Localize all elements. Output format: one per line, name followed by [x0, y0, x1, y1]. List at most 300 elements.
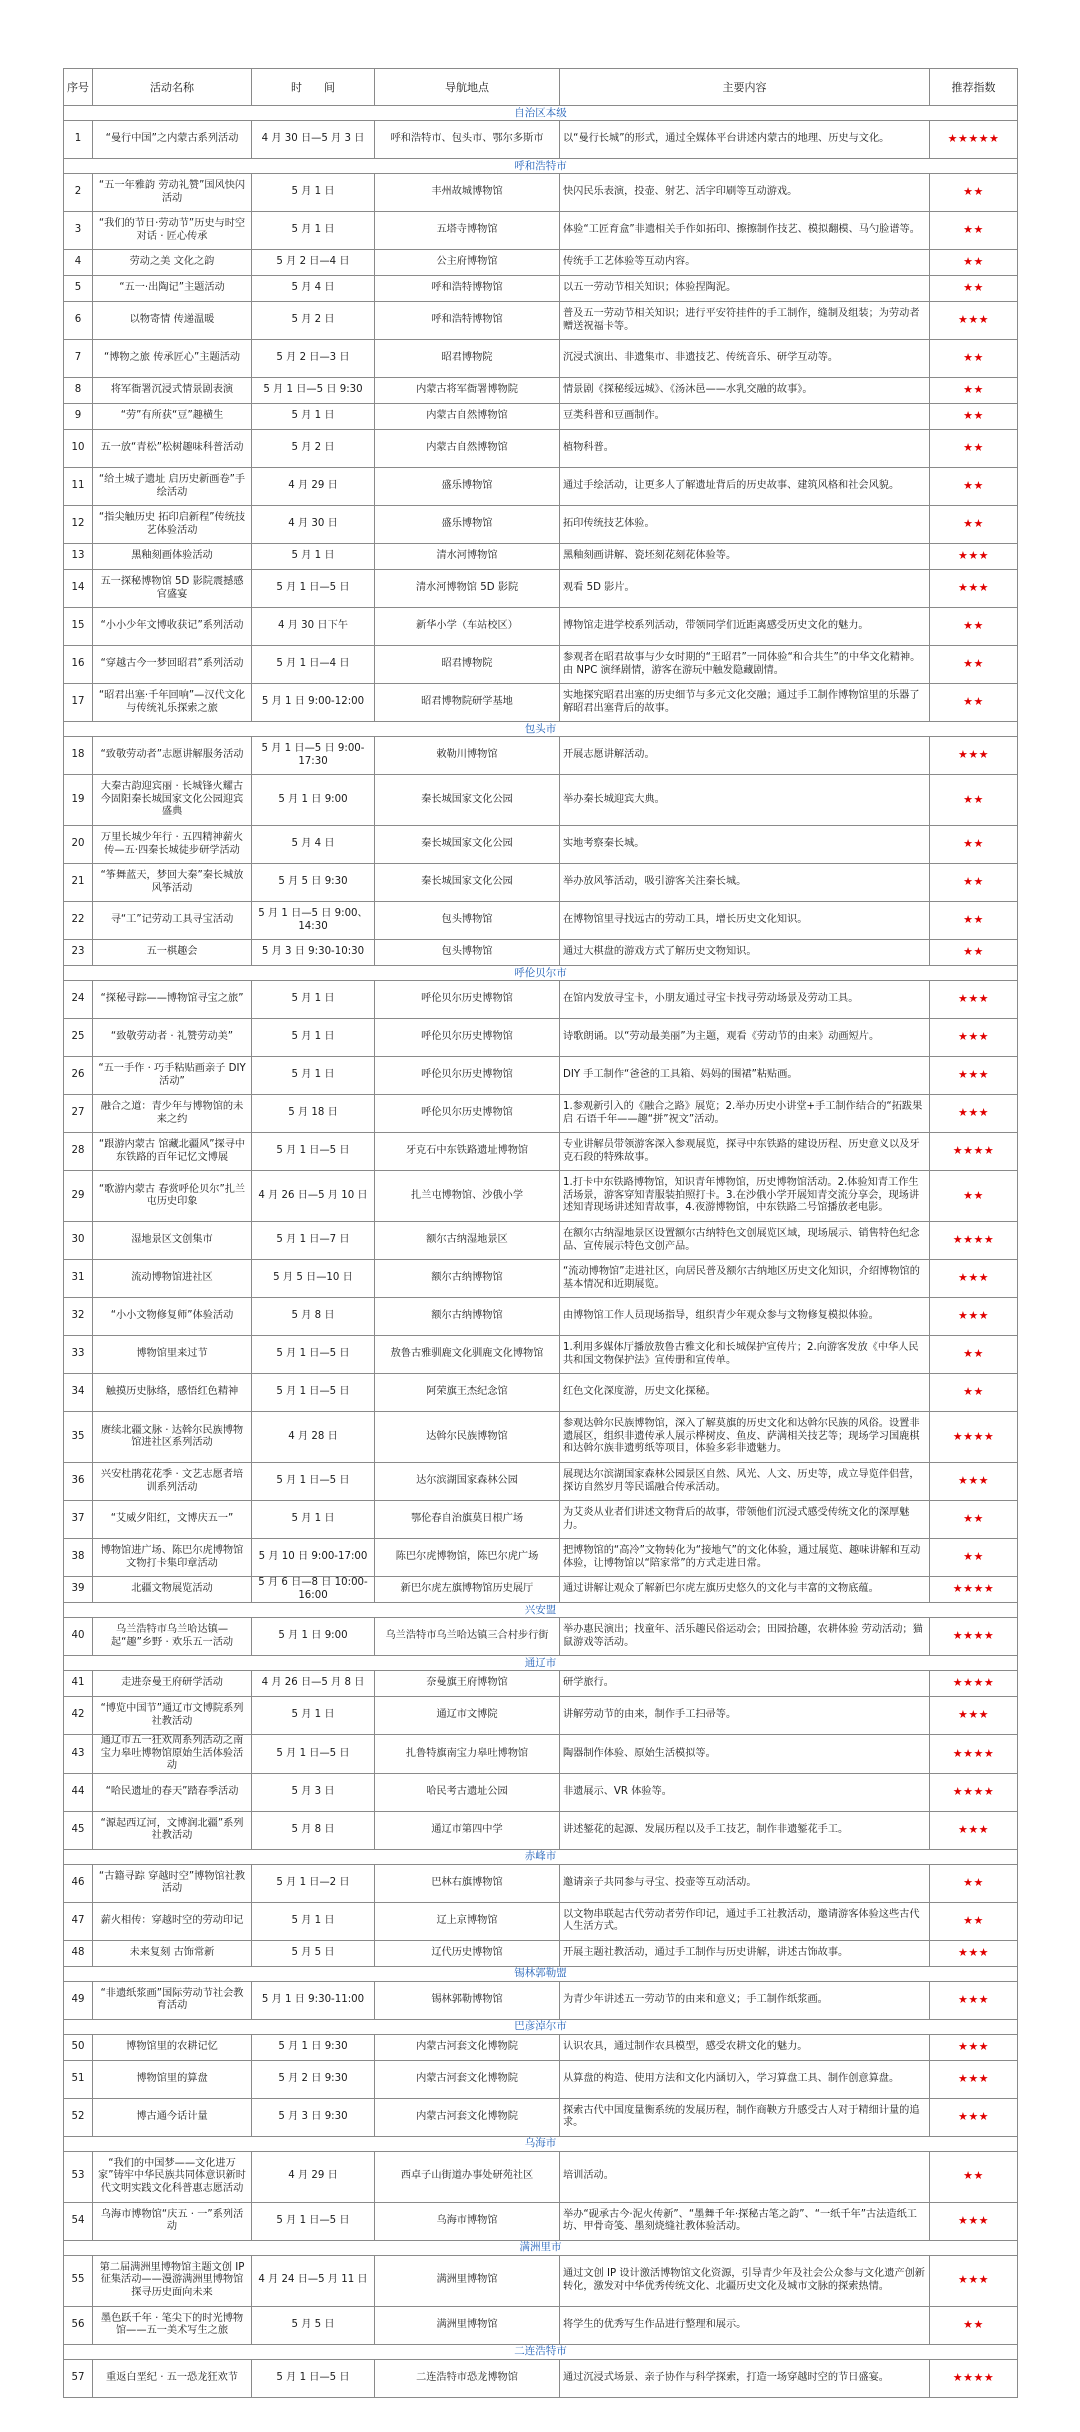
- cell-place: 额尔古纳博物馆: [375, 1298, 560, 1336]
- cell-time: 5 月 1 日—5 日: [252, 570, 375, 608]
- cell-no: 22: [64, 902, 93, 940]
- cell-place: 五塔寺博物馆: [375, 212, 560, 250]
- cell-content: 由博物馆工作人员现场指导，组织青少年观众参与文物修复模拟体验。: [560, 1298, 930, 1336]
- cell-no: 30: [64, 1222, 93, 1260]
- cell-content: 讲述錾花的起源、发展历程以及手工技艺，制作非遗錾花手工。: [560, 1811, 930, 1849]
- cell-content: 培训活动。: [560, 2151, 930, 2202]
- cell-stars: ★★: [930, 212, 1018, 250]
- cell-name: “五一·出陶记”主题活动: [93, 276, 252, 302]
- cell-name: 流动博物馆进社区: [93, 1260, 252, 1298]
- table-row: [64, 276, 1018, 302]
- cell-time: 5 月 2 日—3 日: [252, 340, 375, 378]
- region-name: 通辽市: [64, 1656, 1018, 1671]
- cell-no: 26: [64, 1057, 93, 1095]
- table-row: [64, 1864, 1018, 1902]
- table-row: [64, 1260, 1018, 1298]
- cell-name: 五一棋趣会: [93, 940, 252, 966]
- cell-content: 植物科普。: [560, 430, 930, 468]
- cell-name: 重返白垩纪 · 五一恐龙狂欢节: [93, 2359, 252, 2397]
- cell-content: 开展志愿讲解活动。: [560, 737, 930, 775]
- cell-content: 非遗展示、VR 体验等。: [560, 1773, 930, 1811]
- cell-name: 博物馆里来过节: [93, 1336, 252, 1374]
- region-row: [64, 2136, 1018, 2151]
- region-row: [64, 159, 1018, 174]
- cell-place: 盛乐博物馆: [375, 506, 560, 544]
- cell-stars: ★★: [930, 174, 1018, 212]
- header-stars: 推荐指数: [930, 69, 1018, 106]
- cell-time: 5 月 1 日: [252, 404, 375, 430]
- cell-content: 邀请亲子共同参与寻宝、投壶等互动活动。: [560, 1864, 930, 1902]
- cell-stars: ★★: [930, 826, 1018, 864]
- cell-time: 4 月 28 日: [252, 1412, 375, 1463]
- table-row: [64, 2202, 1018, 2240]
- cell-content: 为艾炎从业者们讲述文物背后的故事，带领他们沉浸式感受传统文化的深厚魅力。: [560, 1501, 930, 1539]
- cell-name: “致敬劳动者 · 礼赞劳动美”: [93, 1019, 252, 1057]
- cell-no: 51: [64, 2060, 93, 2098]
- cell-content: 举办秦长城迎宾大典。: [560, 775, 930, 826]
- cell-content: 红色文化深度游，历史文化探秘。: [560, 1374, 930, 1412]
- cell-no: 4: [64, 250, 93, 276]
- cell-place: 新华小学（车站校区）: [375, 608, 560, 646]
- table-row: [64, 1671, 1018, 1697]
- cell-content: 情景剧《探秘绥远城》、《汤沐邑——水乳交融的故事》。: [560, 378, 930, 404]
- cell-time: 5 月 2 日 9:30: [252, 2060, 375, 2098]
- table-row: [64, 1618, 1018, 1656]
- cell-content: 体验“工匠育盒”非遗相关手作如拓印、擦擦制作技艺、模拟翻模、马勺脸谱等。: [560, 212, 930, 250]
- cell-content: 以文物串联起古代劳动者劳作印记，通过手工社教活动，邀请游客体验这些古代人生活方式。: [560, 1902, 930, 1940]
- cell-time: 5 月 1 日: [252, 1697, 375, 1735]
- cell-no: 29: [64, 1171, 93, 1222]
- table-row: [64, 250, 1018, 276]
- cell-no: 57: [64, 2359, 93, 2397]
- cell-stars: ★★★★: [930, 1412, 1018, 1463]
- region-name: 呼和浩特市: [64, 159, 1018, 174]
- cell-content: 1.参观新引入的《融合之路》展览；2.举办历史小讲堂+手工制作结合的“拓跋果启 石语千年——趣“拼”祝文”活动。: [560, 1095, 930, 1133]
- cell-name: “哈民遗址的春天”踏春季活动: [93, 1773, 252, 1811]
- cell-content: 以“曼行长城”的形式，通过全媒体平台讲述内蒙古的地理、历史与文化。: [560, 121, 930, 159]
- cell-name: “小小少年文博收获记”系列活动: [93, 608, 252, 646]
- cell-name: “五一手作 · 巧手粘贴画亲子 DIY 活动”: [93, 1057, 252, 1095]
- table-body: [64, 106, 1018, 2398]
- region-row: [64, 1966, 1018, 1981]
- region-row: [64, 2344, 1018, 2359]
- cell-no: 46: [64, 1864, 93, 1902]
- cell-content: 拓印传统技艺体验。: [560, 506, 930, 544]
- cell-content: 沉浸式演出、非遗集市、非遗技艺、传统音乐、研学互动等。: [560, 340, 930, 378]
- region-row: [64, 106, 1018, 121]
- cell-name: 赓续北疆文脉 · 达斡尔民族博物馆进社区系列活动: [93, 1412, 252, 1463]
- region-name: 兴安盟: [64, 1603, 1018, 1618]
- cell-content: 黑釉刻画讲解、瓷坯刻花刻花体验等。: [560, 544, 930, 570]
- cell-place: 锡林郭勒博物馆: [375, 1981, 560, 2019]
- cell-time: 4 月 30 日下午: [252, 608, 375, 646]
- table-row: [64, 2034, 1018, 2060]
- cell-time: 5 月 2 日—4 日: [252, 250, 375, 276]
- cell-no: 27: [64, 1095, 93, 1133]
- table-row: [64, 826, 1018, 864]
- cell-name: “致敬劳动者”志愿讲解服务活动: [93, 737, 252, 775]
- cell-stars: ★★: [930, 1501, 1018, 1539]
- table-row: [64, 2151, 1018, 2202]
- cell-no: 40: [64, 1618, 93, 1656]
- cell-name: 大秦古韵迎宾丽 · 长城锋火耀古今固阳秦长城国家文化公园迎宾盛典: [93, 775, 252, 826]
- cell-place: 盛乐博物馆: [375, 468, 560, 506]
- cell-name: 万里长城少年行 · 五四精神薪火传—五·四秦长城徒步研学活动: [93, 826, 252, 864]
- region-row: [64, 1849, 1018, 1864]
- region-name: 巴彦淖尔市: [64, 2019, 1018, 2034]
- table-row: [64, 404, 1018, 430]
- table-row: [64, 1171, 1018, 1222]
- cell-no: 17: [64, 684, 93, 722]
- cell-content: 1.打卡中东铁路博物馆，知识青年博物馆，历史博物馆活动。2.体验知青工作生活场景，游客穿知青服装拍照打卡。3.在沙俄小学开展知青交流分享会，现场讲述知青现场讲述知青故事，4.夜游博物馆，中东铁路二号馆播放老电影。: [560, 1171, 930, 1222]
- cell-stars: ★★: [930, 646, 1018, 684]
- cell-place: 巴林右旗博物馆: [375, 1864, 560, 1902]
- cell-name: “曼行中国”之内蒙古系列活动: [93, 121, 252, 159]
- cell-time: 4 月 30 日: [252, 506, 375, 544]
- cell-no: 13: [64, 544, 93, 570]
- cell-content: 在馆内发放寻宝卡，小朋友通过寻宝卡找寻劳动场景及劳动工具。: [560, 981, 930, 1019]
- table-row: [64, 1577, 1018, 1603]
- table-row: [64, 2098, 1018, 2136]
- cell-time: 5 月 1 日: [252, 212, 375, 250]
- cell-place: 鄂伦春自治旗莫日根广场: [375, 1501, 560, 1539]
- cell-name: “指尖触历史 拓印启新程”传统技艺体验活动: [93, 506, 252, 544]
- table-row: [64, 2306, 1018, 2344]
- cell-name: “非遗纸浆画”国际劳动节社会教育活动: [93, 1981, 252, 2019]
- cell-stars: ★★: [930, 1864, 1018, 1902]
- table-row: [64, 902, 1018, 940]
- cell-stars: ★★: [930, 468, 1018, 506]
- cell-stars: ★★: [930, 2151, 1018, 2202]
- cell-place: 秦长城国家文化公园: [375, 775, 560, 826]
- cell-place: 二连浩特市恐龙博物馆: [375, 2359, 560, 2397]
- cell-no: 54: [64, 2202, 93, 2240]
- cell-place: 内蒙古河套文化博物院: [375, 2098, 560, 2136]
- cell-stars: ★★★: [930, 1057, 1018, 1095]
- cell-name: “昭君出塞·千年回响”—汉代文化与传统礼乐探索之旅: [93, 684, 252, 722]
- table-row: [64, 608, 1018, 646]
- table-row: [64, 684, 1018, 722]
- cell-content: 参观达斡尔民族博物馆，深入了解莫旗的历史文化和达斡尔民族的风俗。设置非遗展区，组织非遗传承人展示桦树皮、鱼皮、萨满相关技艺等；现场学习国鹿棋和达斡尔族非遗剪纸等项目，体验多彩非遗魅力。: [560, 1412, 930, 1463]
- cell-no: 42: [64, 1697, 93, 1735]
- cell-no: 41: [64, 1671, 93, 1697]
- region-row: [64, 2240, 1018, 2255]
- cell-stars: ★★: [930, 506, 1018, 544]
- cell-content: 观看 5D 影片。: [560, 570, 930, 608]
- cell-no: 15: [64, 608, 93, 646]
- cell-content: 以五一劳动节相关知识；体验捏陶泥。: [560, 276, 930, 302]
- cell-name: 走进奈曼王府研学活动: [93, 1671, 252, 1697]
- cell-name: 乌兰浩特市乌兰哈达镇—起“趣”乡野 · 欢乐五一活动: [93, 1618, 252, 1656]
- cell-stars: ★★: [930, 1374, 1018, 1412]
- cell-no: 21: [64, 864, 93, 902]
- table-row: [64, 2060, 1018, 2098]
- cell-place: 扎鲁特旗南宝力皋吐博物馆: [375, 1735, 560, 1774]
- cell-no: 8: [64, 378, 93, 404]
- cell-no: 55: [64, 2255, 93, 2306]
- cell-no: 31: [64, 1260, 93, 1298]
- cell-place: 呼和浩特博物馆: [375, 276, 560, 302]
- cell-place: 呼和浩特市、包头市、鄂尔多斯市: [375, 121, 560, 159]
- cell-name: “我们的节日·劳动节”历史与时空对话 · 匠心传承: [93, 212, 252, 250]
- cell-stars: ★★★: [930, 1697, 1018, 1735]
- cell-name: “探秘寻踪——博物馆寻宝之旅”: [93, 981, 252, 1019]
- cell-stars: ★★★: [930, 1463, 1018, 1501]
- cell-time: 5 月 1 日—5 日 9:30: [252, 378, 375, 404]
- cell-time: 5 月 1 日 9:00-12:00: [252, 684, 375, 722]
- cell-stars: ★★★: [930, 1260, 1018, 1298]
- region-name: 呼伦贝尔市: [64, 966, 1018, 981]
- cell-no: 47: [64, 1902, 93, 1940]
- cell-no: 24: [64, 981, 93, 1019]
- cell-place: 西卓子山街道办事处研苑社区: [375, 2151, 560, 2202]
- header-name: 活动名称: [93, 69, 252, 106]
- table-row: [64, 1811, 1018, 1849]
- cell-no: 44: [64, 1773, 93, 1811]
- cell-time: 5 月 1 日: [252, 1501, 375, 1539]
- cell-place: 呼伦贝尔历史博物馆: [375, 1057, 560, 1095]
- cell-stars: ★★★: [930, 981, 1018, 1019]
- cell-place: 内蒙古河套文化博物院: [375, 2060, 560, 2098]
- cell-name: “跟游内蒙古 馆藏北疆风”探寻中东铁路的百年记忆文博展: [93, 1133, 252, 1171]
- cell-time: 5 月 1 日: [252, 1057, 375, 1095]
- cell-place: 哈民考古遗址公园: [375, 1773, 560, 1811]
- table-row: [64, 121, 1018, 159]
- activity-table-sheet: [63, 68, 1017, 2398]
- cell-stars: ★★: [930, 250, 1018, 276]
- cell-stars: ★★★★: [930, 1735, 1018, 1774]
- cell-no: 25: [64, 1019, 93, 1057]
- cell-content: “流动博物馆”走进社区，向居民普及额尔古纳地区历史文化知识，介绍博物馆的基本情况和近期展览。: [560, 1260, 930, 1298]
- cell-no: 33: [64, 1336, 93, 1374]
- cell-stars: ★★★★: [930, 1133, 1018, 1171]
- cell-stars: ★★★★★: [930, 121, 1018, 159]
- cell-name: 五一放“青松”松树趣味科普活动: [93, 430, 252, 468]
- cell-name: “劳”有所获“豆”趣横生: [93, 404, 252, 430]
- cell-stars: ★★: [930, 940, 1018, 966]
- table-row: [64, 1374, 1018, 1412]
- cell-place: 满洲里博物馆: [375, 2306, 560, 2344]
- cell-time: 5 月 1 日 9:30: [252, 2034, 375, 2060]
- cell-content: 陶器制作体验、原始生活模拟等。: [560, 1735, 930, 1774]
- cell-no: 50: [64, 2034, 93, 2060]
- cell-stars: ★★★: [930, 1019, 1018, 1057]
- cell-no: 19: [64, 775, 93, 826]
- cell-place: 昭君博物院: [375, 340, 560, 378]
- cell-name: 未来复刻 古饰常新: [93, 1940, 252, 1966]
- table-row: [64, 340, 1018, 378]
- cell-time: 5 月 1 日 9:00: [252, 775, 375, 826]
- table-row: [64, 940, 1018, 966]
- cell-stars: ★★: [930, 340, 1018, 378]
- cell-name: 寻“工”记劳动工具寻宝活动: [93, 902, 252, 940]
- cell-time: 4 月 29 日: [252, 468, 375, 506]
- cell-no: 52: [64, 2098, 93, 2136]
- table-row: [64, 1773, 1018, 1811]
- cell-time: 5 月 1 日—5 日: [252, 1374, 375, 1412]
- cell-time: 5 月 10 日 9:00-17:00: [252, 1539, 375, 1577]
- cell-place: 秦长城国家文化公园: [375, 826, 560, 864]
- cell-stars: ★★: [930, 1336, 1018, 1374]
- cell-time: 5 月 3 日: [252, 1773, 375, 1811]
- cell-place: 通辽市第四中学: [375, 1811, 560, 1849]
- cell-name: 博古通今话计量: [93, 2098, 252, 2136]
- cell-no: 16: [64, 646, 93, 684]
- cell-stars: ★★: [930, 902, 1018, 940]
- cell-stars: ★★★★: [930, 1671, 1018, 1697]
- cell-place: 昭君博物院: [375, 646, 560, 684]
- cell-time: 5 月 1 日 9:00: [252, 1618, 375, 1656]
- cell-name: 博物馆里的农耕记忆: [93, 2034, 252, 2060]
- cell-place: 满洲里博物馆: [375, 2255, 560, 2306]
- cell-stars: ★★★: [930, 737, 1018, 775]
- cell-name: 黑釉刻画体验活动: [93, 544, 252, 570]
- cell-name: 第二届满洲里博物馆主题文创 IP 征集活动——漫游满洲里博物馆 探寻历史面向未来: [93, 2255, 252, 2306]
- cell-time: 5 月 1 日: [252, 1019, 375, 1057]
- cell-no: 18: [64, 737, 93, 775]
- cell-time: 5 月 2 日: [252, 302, 375, 340]
- cell-no: 12: [64, 506, 93, 544]
- cell-content: 认识农具，通过制作农具模型，感受农耕文化的魅力。: [560, 2034, 930, 2060]
- table-row: [64, 1095, 1018, 1133]
- cell-no: 11: [64, 468, 93, 506]
- cell-no: 6: [64, 302, 93, 340]
- cell-content: 实地考察秦长城。: [560, 826, 930, 864]
- table-row: [64, 1501, 1018, 1539]
- cell-content: 把博物馆的“高冷”文物转化为“接地气”的文化体验，通过展览、趣味讲解和互动体验，让博物馆以“陪家常”的方式走进日常。: [560, 1539, 930, 1577]
- table-row: [64, 1463, 1018, 1501]
- cell-stars: ★★★: [930, 1940, 1018, 1966]
- cell-no: 37: [64, 1501, 93, 1539]
- cell-no: 34: [64, 1374, 93, 1412]
- region-name: 锡林郭勒盟: [64, 1966, 1018, 1981]
- cell-time: 5 月 4 日: [252, 276, 375, 302]
- cell-stars: ★★: [930, 608, 1018, 646]
- region-row: [64, 722, 1018, 737]
- cell-name: 博物馆进广场、陈巴尔虎博物馆文物打卡集印章活动: [93, 1539, 252, 1577]
- table-row: [64, 1298, 1018, 1336]
- cell-place: 通辽市文博院: [375, 1697, 560, 1735]
- cell-no: 1: [64, 121, 93, 159]
- cell-name: 将军衙署沉浸式情景剧表演: [93, 378, 252, 404]
- table-row: [64, 430, 1018, 468]
- cell-place: 陈巴尔虎博物馆，陈巴尔虎广场: [375, 1539, 560, 1577]
- cell-name: 五一探秘博物馆 5D 影院震撼感官盛宴: [93, 570, 252, 608]
- cell-name: “五一年雅韵 劳动礼赞”国风快闪活动: [93, 174, 252, 212]
- cell-time: 5 月 8 日: [252, 1811, 375, 1849]
- cell-content: 举办放风筝活动，吸引游客关注秦长城。: [560, 864, 930, 902]
- cell-time: 5 月 6 日—8 日 10:00-16:00: [252, 1577, 375, 1603]
- cell-place: 敕勒川博物馆: [375, 737, 560, 775]
- cell-stars: ★★: [930, 775, 1018, 826]
- cell-content: 博物馆走进学校系列活动，带领同学们近距离感受历史文化的魅力。: [560, 608, 930, 646]
- cell-no: 36: [64, 1463, 93, 1501]
- table-row: [64, 1019, 1018, 1057]
- cell-stars: ★★★★: [930, 1773, 1018, 1811]
- cell-time: 5 月 8 日: [252, 1298, 375, 1336]
- cell-name: 兴安杜鹃花花季 · 文艺志愿者培训系列活动: [93, 1463, 252, 1501]
- cell-content: 1.利用多媒体厅播放敖鲁古雅文化和长城保护宣传片；2.向游客发放《中华人民共和国文物保护法》宣传册和宣传单。: [560, 1336, 930, 1374]
- table-row: [64, 1735, 1018, 1774]
- cell-place: 乌海市博物馆: [375, 2202, 560, 2240]
- cell-stars: ★★: [930, 2306, 1018, 2344]
- cell-place: 公主府博物馆: [375, 250, 560, 276]
- cell-content: 参观者在昭君故事与少女时期的“王昭君”一同体验“和合共生”的中华文化精神。由 NPC 演绎剧情，游客在游玩中触发隐藏剧情。: [560, 646, 930, 684]
- cell-content: 通过手绘活动，让更多人了解遗址背后的历史故事、建筑风格和社会风貌。: [560, 468, 930, 506]
- cell-place: 辽上京博物馆: [375, 1902, 560, 1940]
- table-row: [64, 468, 1018, 506]
- cell-time: 5 月 1 日—5 日: [252, 1463, 375, 1501]
- cell-content: 在博物馆里寻找远古的劳动工具，增长历史文化知识。: [560, 902, 930, 940]
- cell-stars: ★★★: [930, 302, 1018, 340]
- cell-name: “博览中国节”通辽市文博院系列社教活动: [93, 1697, 252, 1735]
- cell-name: “源起西辽河，文博润北疆”系列社教活动: [93, 1811, 252, 1849]
- cell-name: “筝舞蓝天，梦回大秦”秦长城放风筝活动: [93, 864, 252, 902]
- activity-table: [63, 68, 1018, 2398]
- cell-name: “我们的中国梦——文化进万家”铸牢中华民族共同体意识新时代文明实践文化科普惠志愿活动: [93, 2151, 252, 2202]
- cell-time: 5 月 1 日—5 日: [252, 2359, 375, 2397]
- cell-no: 7: [64, 340, 93, 378]
- cell-time: 5 月 1 日—4 日: [252, 646, 375, 684]
- cell-stars: ★★★★: [930, 2359, 1018, 2397]
- cell-time: 4 月 30 日—5 月 3 日: [252, 121, 375, 159]
- cell-content: 在额尔古纳湿地景区设置额尔古纳特色文创展览区域，现场展示、销售特色纪念品、宣传展示特色文创产品。: [560, 1222, 930, 1260]
- table-row: [64, 1133, 1018, 1171]
- cell-no: 32: [64, 1298, 93, 1336]
- cell-stars: ★★★★: [930, 1618, 1018, 1656]
- cell-stars: ★★★: [930, 2098, 1018, 2136]
- cell-place: 敖鲁古雅驯鹿文化驯鹿文化博物馆: [375, 1336, 560, 1374]
- cell-stars: ★★★: [930, 2255, 1018, 2306]
- table-row: [64, 544, 1018, 570]
- table-row: [64, 1981, 1018, 2019]
- cell-time: 5 月 3 日 9:30: [252, 2098, 375, 2136]
- cell-place: 呼伦贝尔历史博物馆: [375, 1019, 560, 1057]
- table-row: [64, 1222, 1018, 1260]
- cell-place: 内蒙古自然博物馆: [375, 404, 560, 430]
- cell-time: 4 月 26 日—5 月 8 日: [252, 1671, 375, 1697]
- cell-name: 劳动之美 文化之韵: [93, 250, 252, 276]
- cell-time: 4 月 29 日: [252, 2151, 375, 2202]
- cell-name: 通辽市五一狂欢周系列活动之南宝力皋吐博物馆原始生活体验活动: [93, 1735, 252, 1774]
- region-row: [64, 2019, 1018, 2034]
- cell-no: 53: [64, 2151, 93, 2202]
- table-row: [64, 864, 1018, 902]
- cell-content: 从算盘的构造、使用方法和文化内涵切入，学习算盘工具、制作创意算盘。: [560, 2060, 930, 2098]
- cell-no: 35: [64, 1412, 93, 1463]
- cell-place: 牙克石中东铁路遗址博物馆: [375, 1133, 560, 1171]
- table-row: [64, 1940, 1018, 1966]
- cell-content: DIY 手工制作“爸爸的工具箱、妈妈的围裙”粘贴画。: [560, 1057, 930, 1095]
- cell-place: 内蒙古将军衙署博物院: [375, 378, 560, 404]
- region-name: 二连浩特市: [64, 2344, 1018, 2359]
- cell-content: 研学旅行。: [560, 1671, 930, 1697]
- cell-name: 触摸历史脉络，感悟红色精神: [93, 1374, 252, 1412]
- cell-name: “艾威夕阳红，文博庆五一”: [93, 1501, 252, 1539]
- table-row: [64, 737, 1018, 775]
- cell-time: 5 月 5 日—10 日: [252, 1260, 375, 1298]
- cell-time: 5 月 1 日—5 日 9:00、14:30: [252, 902, 375, 940]
- cell-name: “博物之旅 传承匠心”主题活动: [93, 340, 252, 378]
- header-time: 时 间: [252, 69, 375, 106]
- cell-time: 5 月 1 日: [252, 981, 375, 1019]
- cell-place: 呼伦贝尔历史博物馆: [375, 981, 560, 1019]
- cell-place: 扎兰屯博物馆、沙俄小学: [375, 1171, 560, 1222]
- table-row: [64, 1057, 1018, 1095]
- cell-name: “给土城子遗址 启历史新画卷”手绘活动: [93, 468, 252, 506]
- cell-content: 将学生的优秀写生作品进行整理和展示。: [560, 2306, 930, 2344]
- cell-time: 5 月 1 日—2 日: [252, 1864, 375, 1902]
